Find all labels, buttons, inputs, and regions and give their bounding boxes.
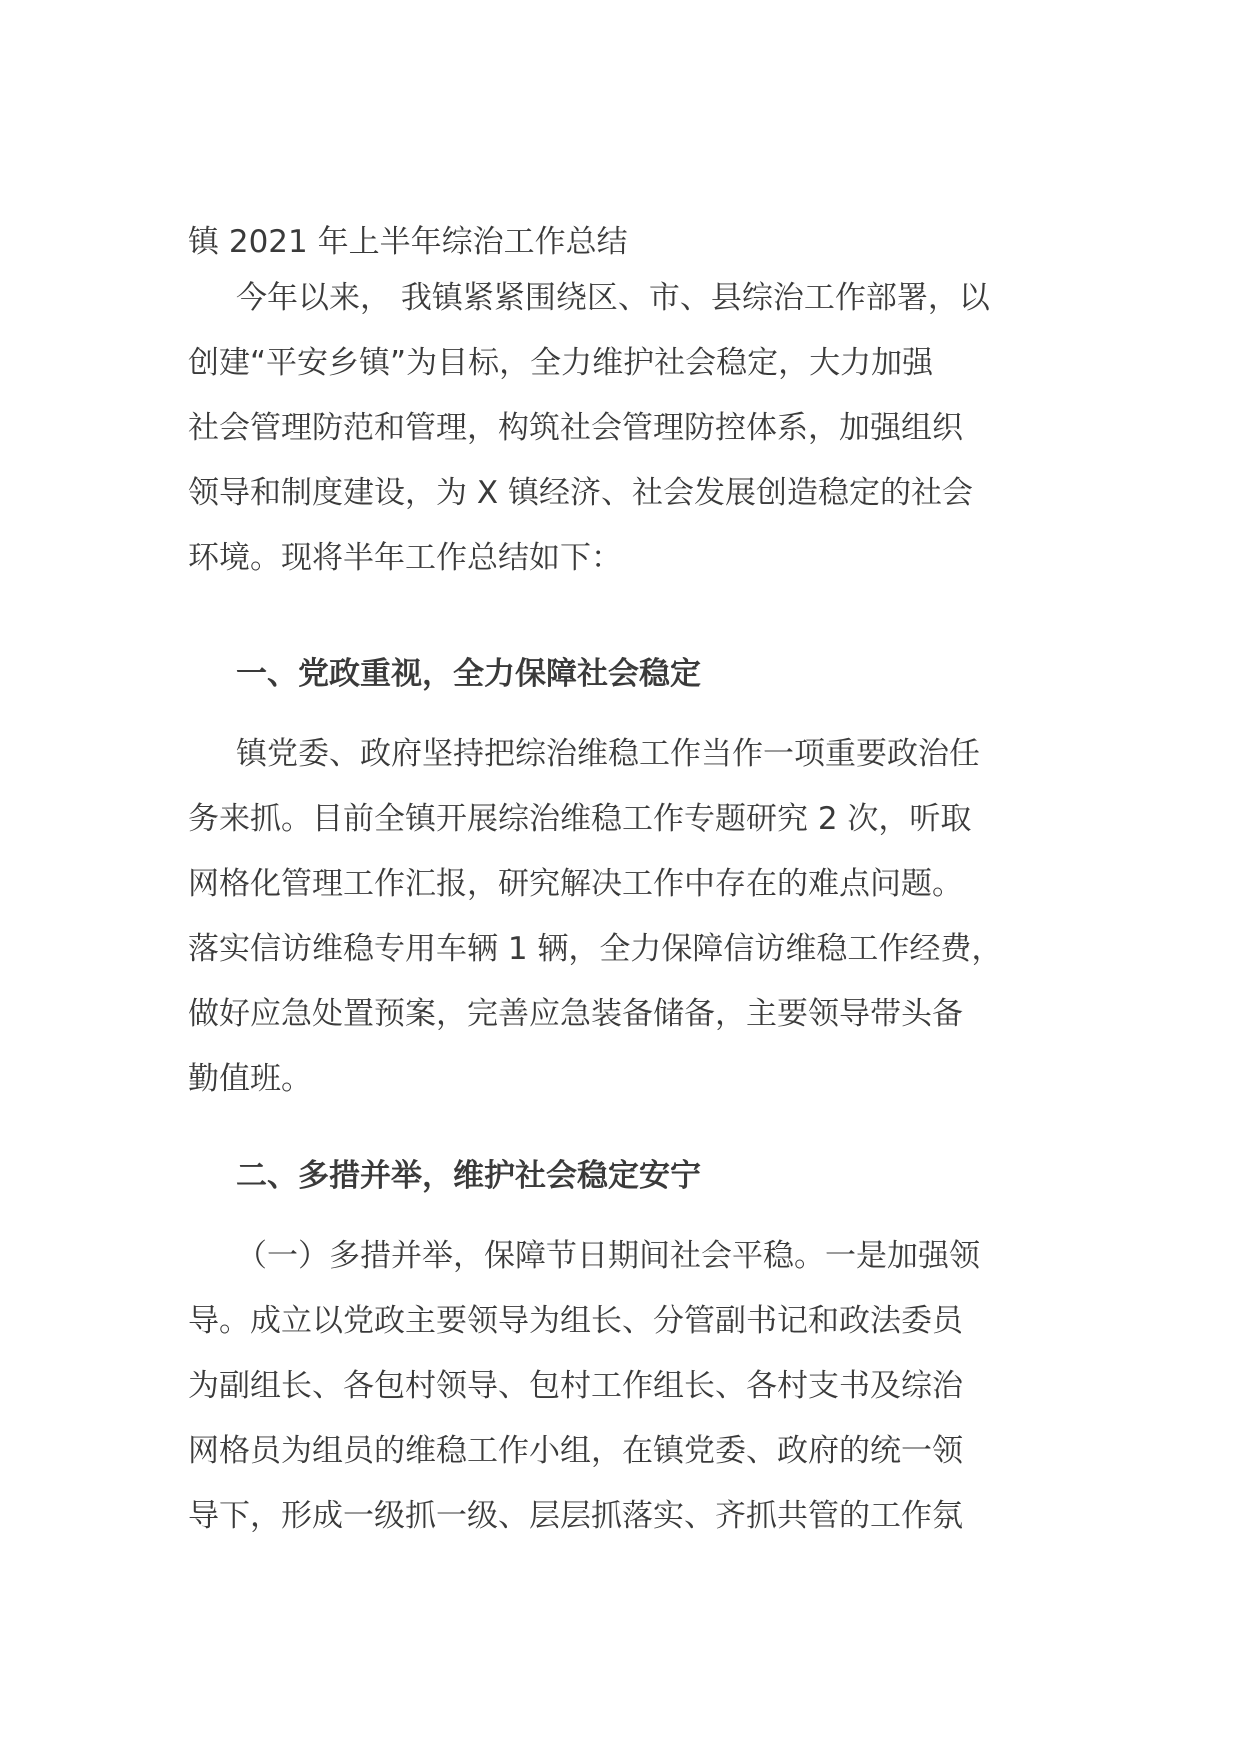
section-2-paragraph <box>188 1224 1060 1549</box>
section-1-line: 网格化管理工作汇报，研究解决工作中存在的难点问题。 <box>188 866 963 902</box>
document-title: 镇 2021 年上半年综治工作总结 <box>188 224 628 260</box>
section-1-line: 勤值班。 <box>188 1061 312 1097</box>
section-2-line: 为副组长、各包村领导、包村工作组长、各村支书及综治 <box>188 1368 963 1404</box>
section-1-line: 落实信访维稳专用车辆 1 辆，全力保障信访维稳工作经费， <box>188 931 1003 967</box>
section-1-line: 务来抓。目前全镇开展综治维稳工作专题研究 2 次，听取 <box>188 801 972 837</box>
intro-line: 社会管理防范和管理，构筑社会管理防控体系，加强组织 <box>188 410 963 446</box>
section-2-line: 网格员为组员的维稳工作小组，在镇党委、政府的统一领 <box>188 1433 963 1469</box>
intro-line: 今年以来， 我镇紧紧围绕区、市、县综治工作部署，以 <box>236 280 990 316</box>
section-1-paragraph <box>188 722 1060 1112</box>
intro-paragraph <box>188 266 1060 591</box>
section-1-heading: 一、党政重视，全力保障社会稳定 <box>236 656 701 692</box>
section-1-line: 做好应急处置预案，完善应急装备储备，主要领导带头备 <box>188 996 963 1032</box>
intro-line: 领导和制度建设，为 X 镇经济、社会发展创造稳定的社会 <box>188 475 973 511</box>
section-2-line: 导下，形成一级抓一级、层层抓落实、齐抓共管的工作氛 <box>188 1498 963 1534</box>
section-2-line: （一）多措并举，保障节日期间社会平稳。一是加强领 <box>236 1238 980 1274</box>
intro-line: 创建“平安乡镇”为目标，全力维护社会稳定，大力加强 <box>188 345 934 381</box>
section-2-line: 导。成立以党政主要领导为组长、分管副书记和政法委员 <box>188 1303 963 1339</box>
section-2-heading: 二、多措并举，维护社会稳定安宁 <box>236 1158 701 1194</box>
intro-line: 环境。现将半年工作总结如下： <box>188 540 622 576</box>
section-1-line: 镇党委、政府坚持把综治维稳工作当作一项重要政治任 <box>236 736 980 772</box>
